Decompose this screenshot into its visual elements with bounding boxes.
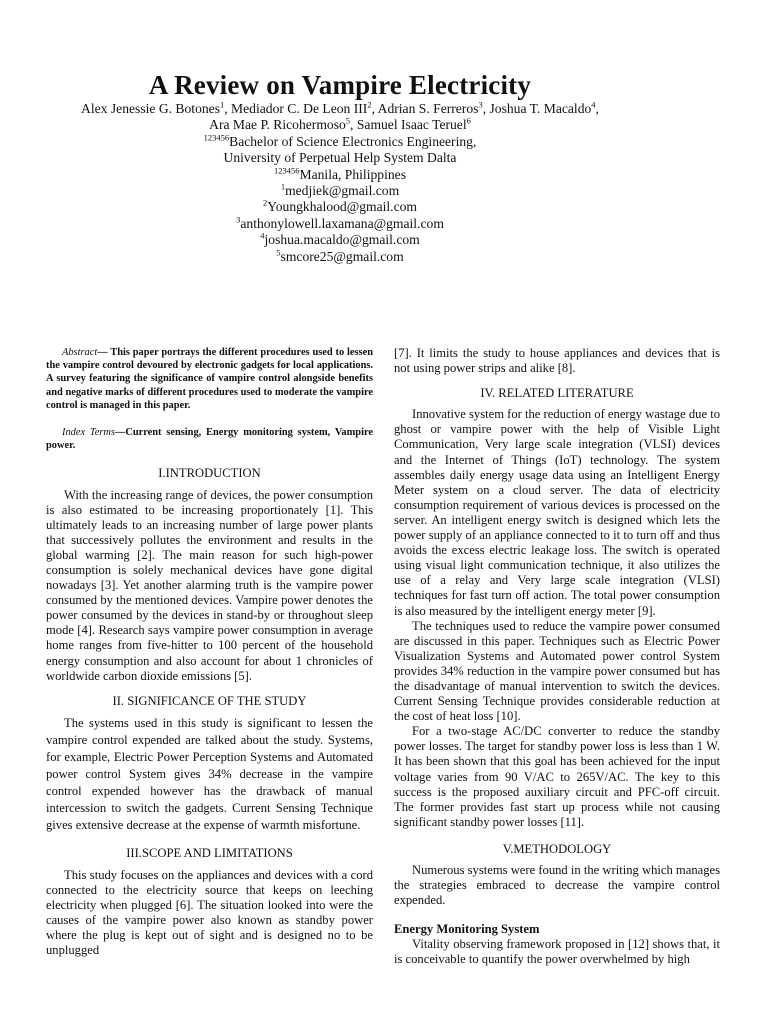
methodology-paragraph: Numerous systems were found in the writing which manages the strategies embraced to decrease the vampire control expended. [394, 863, 720, 908]
affiliation-line-2: University of Perpetual Help System Dalta [223, 150, 457, 166]
author-5: Ara Mae P. Ricohermoso [209, 117, 346, 133]
paper-title: A Review on Vampire Electricity [148, 70, 532, 100]
email-2 [20, 199, 660, 215]
author-1-sup: 1 [220, 99, 225, 110]
author-4-tail: , [595, 101, 599, 116]
section-heading-methodology: V.METHODOLOGY [502, 841, 612, 856]
left-column [46, 346, 373, 958]
email-3 [20, 216, 660, 232]
scope-paragraph: This study focuses on the appliances and devices with a cord connected to the electricity source that keeps on leeching electricity when plugged [6]. The situation looked into were the causes of the vampire power also known as standby power where the plug is kept out of sight and is designed no to be unplugged [46, 867, 373, 958]
introduction-paragraph: With the increasing range of devices, the power consumption is also estimated to be increasing proportionately [1]. This ultimately leads to an increasing number of large power plants that successively pollutes the environment and results in the global warming [2]. The main reason for such high-power consumption is solely mechanical devices have gone digital nowadays [3]. Yet another alarming truth is the vampire power consumed by the mentioned devices. Vampire power denotes the power consumed by the devices in stand-by or throughout sleep mode [4]. Research says vampire power consumption in average home ranges from five-hitter to 100 percent of the household energy consumption and also account for about 1 chronicles of worldwide carbon dioxide emissions [5]. [46, 487, 373, 683]
related-paragraph-1: Innovative system for the reduction of energy wastage due to ghost or vampire power with the help of Visible Light Communication, Very large scale integration (VLSI) devices and the Internet of Things (IoT) technology. The system assembles daily energy usage data using an Intelligent Energy Meter system on a cloud server. The data of electricity consumption requirement of various devices is processed on the server. An intelligent energy switch is designed which lets the power supply of an appliance connected to it to turn off and thus avoids the excess electric leakage loss. The switch is operated using visual light communication technique, it also utilizes the use of a relay and Very large scale integration (VLSI) techniques for fast turn off action. The total power consumption is also measured by the intelligent energy meter [9]. [394, 407, 720, 618]
author-4-sup: 4 [591, 99, 596, 110]
author-2: , Mediador C. De Leon III [224, 101, 368, 116]
scope-paragraph-continued: [7]. It limits the study to house appliances and devices that is not using power strips and alike [8]. [394, 346, 720, 376]
author-6: , Samuel Isaac Teruel [350, 117, 467, 133]
right-column [394, 346, 720, 968]
email-1-sup: 1 [280, 181, 286, 192]
affiliation-sup-1: 123456 [203, 132, 230, 143]
author-5-sup: 5 [345, 115, 351, 126]
email-5 [20, 249, 660, 265]
author-3-sup: 3 [478, 99, 483, 110]
affiliation-sup-2: 123456 [274, 165, 300, 176]
affiliation-location: Manila, Philippines [299, 166, 406, 182]
index-terms-text: —Current sensing, Energy monitoring system, Vampire power. [46, 427, 373, 452]
author-3: , Adrian S. Ferreros [371, 101, 479, 116]
section-heading-introduction: I.INTRODUCTION [158, 466, 261, 481]
email-4-sup: 4 [260, 230, 265, 241]
abstract [46, 346, 373, 412]
front-matter [20, 101, 660, 265]
abstract-label: Abstract [62, 347, 98, 358]
section-heading-significance: II. SIGNIFICANCE OF THE STUDY [112, 693, 307, 708]
email-2-address: Youngkhalood@gmail.com [267, 199, 417, 215]
related-paragraph-3: For a two-stage AC/DC converter to reduce the standby power losses. The target for standby power loss is less than 1 W. It has been shown that this goal has been achieved for the input voltage varies from 90 V/AC to 265V/AC. The key to this success is the proposed auxiliary circuit and PFC-off circuit. The former provides fast start up process while not causing significant standby power losses [11]. [394, 724, 720, 829]
email-3-sup: 3 [236, 214, 241, 225]
email-5-sup: 5 [276, 247, 281, 258]
email-4-address: joshua.macaldo@gmail.com [264, 232, 420, 248]
author-line-2 [20, 117, 660, 133]
email-2-sup: 2 [263, 197, 268, 208]
author-1: Alex Jenessie G. Botones [81, 101, 220, 116]
author-6-sup: 6 [466, 115, 471, 126]
index-terms-label: Index Terms [62, 427, 115, 439]
affiliation-line-3 [20, 167, 660, 183]
related-paragraph-2: The techniques used to reduce the vampire power consumed are discussed in this paper. Techniques such as Electric Power Visualization Systems and Automated power control System provides 34% reduction in the vampire power consumed but has the disadvantage of manual intervention to switch the devices. Current Sensing Technique provides considerable reduction at the cost of heat loss [10]. [394, 618, 720, 724]
email-4 [20, 232, 660, 248]
section-heading-related-literature: IV. RELATED LITERATURE [480, 386, 634, 401]
energy-monitoring-paragraph: Vitality observing framework proposed in [12] shows that, it is conceivable to quantify the power overwhelmed by high [394, 937, 720, 967]
author-2-sup: 2 [367, 99, 372, 110]
affiliation-line-1 [20, 134, 660, 150]
abstract-text: — This paper portrays the different procedures used to lessen the vampire control devoured by electronic gadgets for local applications. A survey featuring the significance of vampire control alongside benefits and negative marks of different procedures used to moderate the vampire control is managed in this paper. [46, 347, 373, 411]
author-4: , Joshua T. Macaldo [482, 101, 592, 116]
email-1-address: medjiek@gmail.com [285, 183, 400, 199]
email-5-address: smcore25@gmail.com [280, 248, 404, 264]
section-heading-scope: III.SCOPE AND LIMITATIONS [126, 846, 293, 861]
subheading-energy-monitoring: Energy Monitoring System [394, 922, 540, 937]
affiliation-degree: Bachelor of Science Electronics Engineering, [229, 133, 477, 149]
index-terms [46, 426, 373, 452]
email-1 [20, 183, 660, 199]
email-3-address: anthonylowell.laxamana@gmail.com [240, 215, 444, 231]
significance-paragraph: The systems used in this study is significant to lessen the vampire control expended are talked about the study. Systems, for example, Electric Power Perception Systems and Automated power control System gives 34% decrease in the vampire control expended however has the drawback of manual intercession to switch the gadgets. Current Sensing Technique gives extensive decrease at the expense of warmth misfortune. [46, 715, 373, 833]
author-line-1 [20, 101, 660, 117]
